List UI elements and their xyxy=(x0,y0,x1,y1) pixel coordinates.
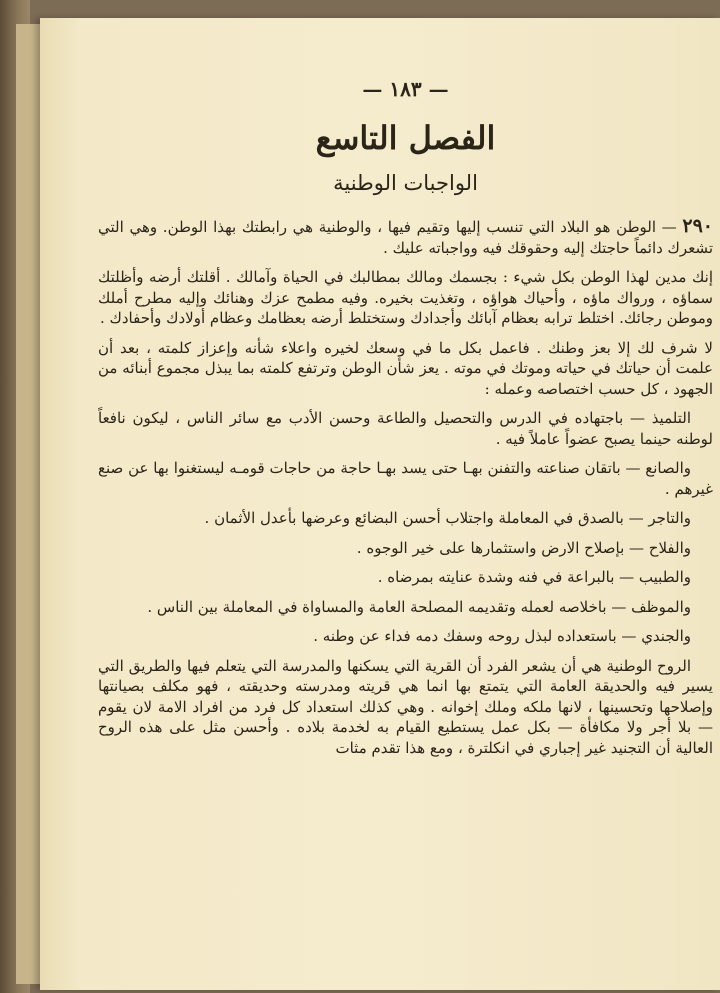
paragraph-honor: لا شرف لك إلا بعز وطنك . فاعمل بكل ما في وسعك لخيره واعلاء شأنه وإعزاز كلمته ، بعد أن علمت أن حياتك في حياته وموتك في موته . يعز شأن الوطن وترتفع كلمته بما يبذل مجموع أبنائه من الجهود ، كل حسب اختصاصه وعمله : xyxy=(98,338,713,398)
page-number: — ١٨٣ — xyxy=(362,77,449,101)
paragraph-text: — الوطن هو البلاد التي تنسب إليها وتقيم فيها ، والوطنية هي رابطتك بهذا الوطن. وهي التي تشعرك دائماً حاجتك إليه وحقوقك فيه وواجباته عليك . xyxy=(98,218,713,257)
paragraph-debt-to-homeland: إنك مدين لهذا الوطن بكل شيء : بجسمك ومالك بمطالبك في الحياة وآمالك . أقلتك أرضه وأظلتك سماؤه ، ورواك ماؤه ، وأحياك هواؤه ، وتغذيت بخيره. وفيه مطمح عزك وهنائك وإليه مطرح أملك وموطن رجائك. اختلط ترابه بعظام آبائك وأجدادك وستختلط أرضه بعظامك وعظام أولادك وأحفادك . xyxy=(98,268,713,327)
chapter-title: الفصل التاسع xyxy=(315,119,496,157)
paragraph-doctor: والطبيب — بالبراعة في فنه وشدة عنايته بمرضاه . xyxy=(377,568,691,586)
paragraph-soldier: والجندي — باستعداده لبذل روحه وسفك دمه فداء عن وطنه . xyxy=(313,627,691,645)
paragraph-merchant: والتاجر — بالصدق في المعاملة واجتلاب أحسن البضائع وعرضها بأعدل الأثمان . xyxy=(204,509,691,527)
book-page xyxy=(40,18,720,990)
paragraph-farmer: والفلاح — بإصلاح الارض واستثمارها على خير الوجوه . xyxy=(356,538,691,557)
page-content xyxy=(98,76,713,976)
paragraph-homeland-definition xyxy=(98,216,713,258)
paragraph-craftsman: والصانع — باتقان صناعته والتفنن بهـا حتى يسد بهـا حاجة من حاجات قومـه ليستغنوا بها عن صنع غيرهم . xyxy=(98,459,713,498)
paragraph-student: التلميذ — باجتهاده في الدرس والتحصيل والطاعة وحسن الأدب مع سائر الناس ، ليكون نافعاً لوطنه حينما يصبح عضواً عاملاً فيه . xyxy=(98,409,713,448)
section-title: الواجبات الوطنية xyxy=(333,171,478,195)
paragraph-employee: والموظف — باخلاصه لعمله وتقديمه المصلحة العامة والمساواة في المعاملة بين الناس . xyxy=(147,597,691,616)
paragraph-number: ٢٩٠ xyxy=(682,215,713,237)
paragraph-national-spirit: الروح الوطنية هي أن يشعر الفرد أن القرية التي يسكنها والمدرسة التي يتعلم فيها والطريق التي يسير فيه والحديقة العامة التي يتمتع بها انما هي قريته ومدرسته وحديقته ، فهو مكلف بصيانتها وإصلاحها وتحسينها ، لانها ملكه وملك إخوانه . وهي كذلك استعداد كل فرد من افراد الامة لان يقوم — بلا أجر ولا مكافأة — بكل عمل يستطيع القيام به لخدمة بلاده . وأحسن مثل على هذه الروح العالية أن التجنيد غير إجباري في انكلترة ، ومع هذا تقدم مثات xyxy=(98,656,713,757)
